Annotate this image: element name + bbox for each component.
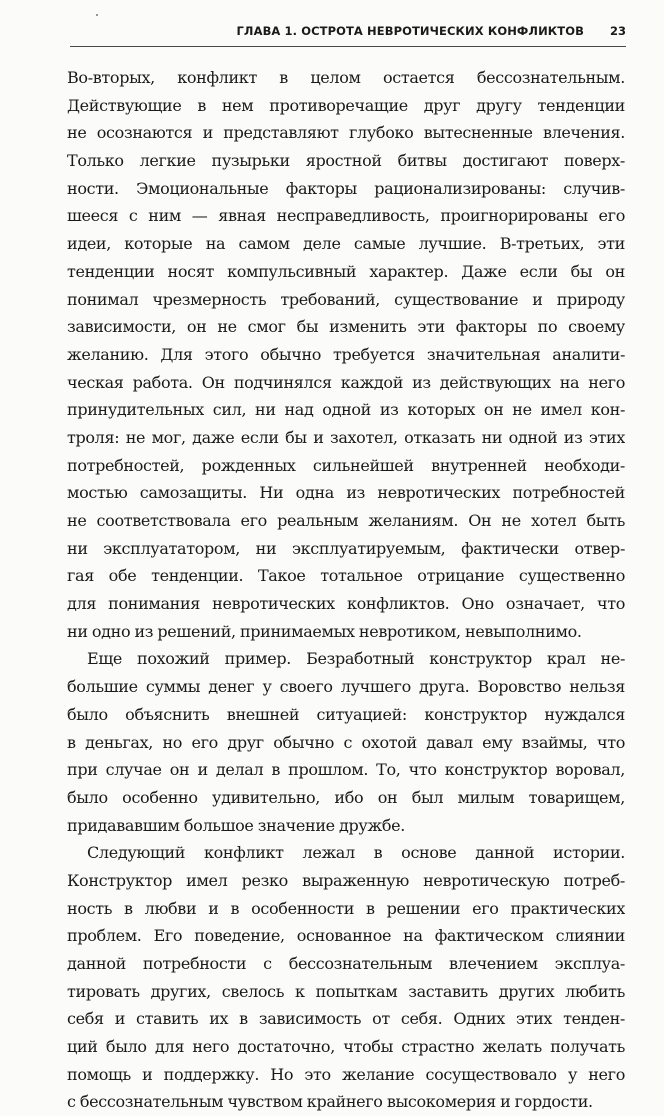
page-speck	[96, 14, 98, 16]
text-line: данной потребности с бессознательным влечением эксплуа-	[67, 954, 625, 973]
text-line: ности. Эмоциональные факторы рационализированы: случив-	[67, 178, 625, 198]
text-line: принудительных сил, ни над одной из которых он не имел кон-	[67, 400, 625, 420]
text-line: себя и ставить их в зависимость от себя. Одних этих тенден-	[67, 1009, 625, 1029]
text-line: тенденции носят компульсивный характер. Даже если бы он	[67, 261, 625, 281]
page-number: 23	[609, 24, 626, 38]
text-line: было объяснить внешней ситуацией: конструктор нуждался	[67, 704, 625, 724]
body-text	[67, 64, 625, 1116]
text-line: желанию. Для этого обычно требуется значительная аналити-	[67, 344, 625, 364]
header-rule	[70, 46, 626, 47]
text-line: тировать других, свелось к попыткам заставить других любить	[67, 981, 625, 1001]
paragraph	[67, 64, 625, 645]
text-line: потребностей, рожденных сильнейшей внутренней необходи-	[67, 455, 625, 475]
text-line: в деньгах, но его друг обычно с охотой давал ему взаймы, что	[67, 732, 625, 752]
text-line: Действующие в нем противоречащие друг другу тенденции	[67, 95, 625, 115]
text-line: зависимости, он не смог бы изменить эти факторы по своему	[67, 317, 625, 337]
text-line: троля: не мог, даже если бы и захотел, отказать ни одной из этих	[67, 427, 625, 447]
text-line: с бессознательным чувством крайнего высокомерия и гордости.	[67, 1092, 593, 1112]
text-line: не соответствовала его реальным желаниям. Он не хотел быть	[67, 511, 625, 530]
text-line: понимал чрезмерность требований, существование и природу	[67, 289, 625, 309]
text-line: ность в любви и в особенности в решении его практических	[67, 898, 625, 918]
text-line: при случае он и делал в прошлом. То, что конструктор воровал,	[67, 760, 625, 780]
text-line: большие суммы денег у своего лучшего друга. Воровство нельзя	[67, 677, 625, 697]
text-line: Во-вторых, конфликт в целом остается бессознательным.	[67, 68, 625, 87]
text-line: Еще похожий пример. Безработный конструктор крал не-	[87, 649, 625, 669]
text-line: мостью самозащиты. Ни одна из невротических потребностей	[67, 483, 625, 503]
text-line: гая обе тенденции. Такое тотальное отрицание существенно	[67, 566, 625, 586]
text-line: для понимания невротических конфликтов. Оно означает, что	[67, 594, 625, 614]
paragraph	[67, 645, 625, 839]
chapter-title: ГЛАВА 1. ОСТРОТА НЕВРОТИЧЕСКИХ КОНФЛИКТОВ	[236, 24, 584, 38]
text-line: придававшим большое значение дружбе.	[67, 815, 405, 835]
text-line: Конструктор имел резко выраженную невротическую потреб-	[67, 870, 625, 890]
text-line: проблем. Его поведение, основанное на фактическом слиянии	[67, 926, 625, 946]
text-line: было особенно удивительно, ибо он был милым товарищем,	[67, 787, 625, 807]
paragraph	[67, 839, 625, 1116]
text-line: Следующий конфликт лежал в основе данной истории.	[87, 843, 625, 863]
text-line: ческая работа. Он подчинялся каждой из действующих на него	[67, 372, 625, 392]
text-line: ций было для него достаточно, чтобы страстно желать получать	[67, 1037, 625, 1057]
text-line: Только легкие пузырьки яростной битвы достигают поверх-	[67, 151, 625, 171]
text-line: не осознаются и представляют глубоко вытесненные влечения.	[67, 123, 625, 143]
text-line: помощь и поддержку. Но это желание сосуществовало у него	[67, 1064, 625, 1084]
text-line: шееся с ним — явная несправедливость, проигнорированы его	[67, 206, 625, 226]
running-header	[70, 24, 626, 42]
text-line: ни эксплуататором, ни эксплуатируемым, фактически отвер-	[67, 538, 625, 558]
text-line: ни одно из решений, принимаемых невротиком, невыполнимо.	[67, 621, 582, 641]
text-line: идеи, которые на самом деле самые лучшие. В-третьих, эти	[67, 234, 625, 254]
